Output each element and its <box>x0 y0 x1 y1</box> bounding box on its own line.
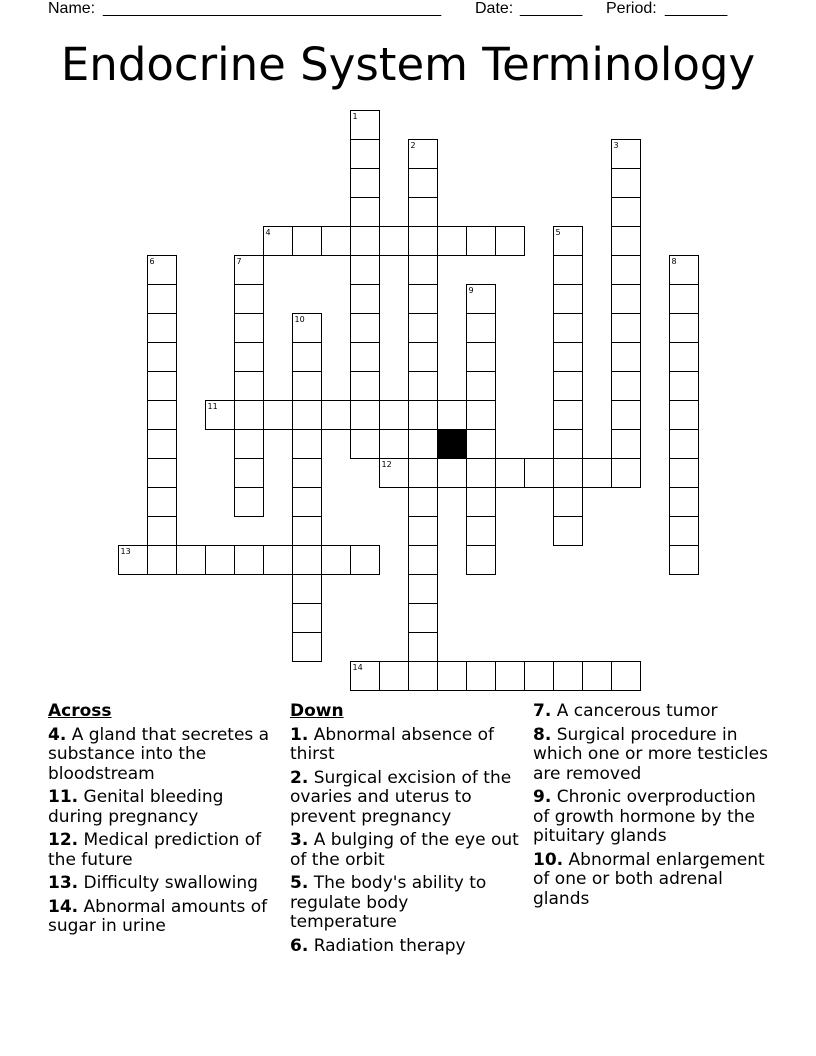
grid-cell[interactable] <box>293 517 322 546</box>
grid-cell[interactable] <box>409 198 438 227</box>
grid-cell[interactable] <box>351 285 380 314</box>
across-clues <box>48 702 278 941</box>
clue-item <box>533 702 773 722</box>
clue-number-label: 2. <box>290 767 309 788</box>
grid-cell[interactable] <box>322 546 351 575</box>
name-blank[interactable]: ______________________________________ <box>103 0 442 17</box>
across-clue-list <box>48 726 278 937</box>
grid-cell[interactable] <box>148 285 177 314</box>
grid-cell[interactable] <box>670 314 699 343</box>
clue-number-label: 1. <box>290 724 309 745</box>
grid-cell[interactable] <box>409 285 438 314</box>
grid-cell[interactable] <box>612 227 641 256</box>
clue-text: A gland that secretes a substance into the bloodstream <box>48 724 270 784</box>
grid-cell[interactable] <box>409 372 438 401</box>
grid-cell[interactable] <box>293 372 322 401</box>
grid-cell[interactable] <box>206 546 235 575</box>
clue-number-label: 4. <box>48 724 67 745</box>
grid-cell[interactable] <box>380 227 409 256</box>
clue-number: 14 <box>352 663 363 672</box>
clue-text: Genital bleeding during pregnancy <box>48 787 224 827</box>
black-cell <box>438 430 467 459</box>
grid-cell[interactable] <box>293 459 322 488</box>
grid-cell[interactable] <box>554 488 583 517</box>
grid-cell[interactable] <box>525 662 554 691</box>
grid-cell[interactable] <box>554 430 583 459</box>
grid-cell[interactable] <box>293 430 322 459</box>
grid-cell[interactable] <box>612 169 641 198</box>
clue-text: Abnormal absence of thirst <box>290 724 494 764</box>
grid-cell[interactable] <box>293 401 322 430</box>
grid-cell[interactable] <box>235 343 264 372</box>
clue-number-label: 7. <box>533 701 552 721</box>
grid-cell[interactable] <box>148 430 177 459</box>
grid-cell[interactable] <box>554 256 583 285</box>
date-blank[interactable]: _______ <box>520 0 583 17</box>
grid-cell[interactable] <box>351 343 380 372</box>
grid-cell[interactable] <box>612 256 641 285</box>
grid-cell[interactable] <box>525 459 554 488</box>
grid-cell[interactable] <box>148 372 177 401</box>
clue-number-label: 5. <box>290 873 309 893</box>
clue-item <box>533 851 773 910</box>
grid-cell[interactable] <box>409 401 438 430</box>
clue-text: Medical prediction of the future <box>48 830 262 870</box>
grid-cell[interactable] <box>148 546 177 575</box>
grid-cell[interactable] <box>293 633 322 662</box>
grid-cell[interactable] <box>293 343 322 372</box>
grid-cell[interactable] <box>467 662 496 691</box>
grid-cell[interactable] <box>612 343 641 372</box>
clue-item <box>48 898 278 937</box>
grid-cell[interactable] <box>467 401 496 430</box>
clue-item <box>290 726 520 765</box>
clue-number: 10 <box>294 315 305 324</box>
grid-cell[interactable] <box>670 488 699 517</box>
grid-cell[interactable] <box>438 227 467 256</box>
clue-item <box>290 769 520 828</box>
clue-number-label: 9. <box>533 787 552 807</box>
grid-cell[interactable] <box>409 314 438 343</box>
grid-cell[interactable] <box>409 169 438 198</box>
grid-cell[interactable] <box>612 430 641 459</box>
grid-cell[interactable] <box>612 662 641 691</box>
grid-cell[interactable] <box>351 140 380 169</box>
grid-cell[interactable] <box>467 546 496 575</box>
grid-cell[interactable] <box>438 459 467 488</box>
grid-cell[interactable] <box>409 343 438 372</box>
clue-text: Abnormal enlargement of one or both adrenal glands <box>533 849 765 909</box>
grid-cell[interactable] <box>612 372 641 401</box>
clue-number-label: 12. <box>48 830 79 850</box>
grid-cell[interactable] <box>467 314 496 343</box>
clue-item <box>290 874 520 933</box>
grid-cell[interactable] <box>554 459 583 488</box>
grid-cell[interactable] <box>670 285 699 314</box>
grid-cell[interactable] <box>351 430 380 459</box>
across-heading: Across <box>48 701 112 721</box>
grid-cell[interactable] <box>351 372 380 401</box>
grid-cell[interactable] <box>670 401 699 430</box>
clue-item <box>48 831 278 870</box>
clue-text: The body's ability to regulate body temperature <box>290 873 487 932</box>
clue-number: 1 <box>352 112 358 121</box>
clue-number-label: 11. <box>48 787 79 807</box>
grid-cell[interactable] <box>409 575 438 604</box>
clue-text: Chronic overproduction of growth hormone by the pituitary glands <box>533 787 756 846</box>
grid-cell[interactable] <box>670 517 699 546</box>
grid-cell[interactable] <box>554 343 583 372</box>
period-blank[interactable]: _______ <box>665 0 728 17</box>
grid-cell[interactable] <box>467 372 496 401</box>
down-clue-list <box>290 726 520 957</box>
grid-cell[interactable] <box>235 488 264 517</box>
grid-cell[interactable] <box>351 198 380 227</box>
grid-cell[interactable] <box>409 546 438 575</box>
grid-cell[interactable] <box>351 401 380 430</box>
grid-cell[interactable] <box>235 546 264 575</box>
grid-cell[interactable] <box>351 546 380 575</box>
grid-cell[interactable] <box>351 169 380 198</box>
grid-cell[interactable] <box>148 401 177 430</box>
grid-cell[interactable] <box>351 256 380 285</box>
clue-number: 4 <box>265 228 271 237</box>
clue-number: 5 <box>555 228 561 237</box>
down-clue-list-continued <box>533 702 773 909</box>
grid-cell[interactable] <box>409 662 438 691</box>
clue-text: Surgical procedure in which one or more testicles are removed <box>533 724 768 784</box>
grid-cell[interactable] <box>351 227 380 256</box>
grid-cell[interactable] <box>235 285 264 314</box>
grid-cell[interactable] <box>583 459 612 488</box>
grid-cell[interactable] <box>554 285 583 314</box>
grid-cell[interactable] <box>467 343 496 372</box>
clue-number-label: 10. <box>533 849 564 870</box>
grid-cell[interactable] <box>438 662 467 691</box>
grid-cell[interactable] <box>235 401 264 430</box>
grid-cell[interactable] <box>670 430 699 459</box>
grid-cell[interactable] <box>467 488 496 517</box>
grid-cell[interactable] <box>148 343 177 372</box>
clue-number: 6 <box>149 257 155 266</box>
clue-item <box>48 874 278 894</box>
grid-cell[interactable] <box>612 459 641 488</box>
down-clues-continued <box>533 702 773 913</box>
period-label: Period: <box>606 0 657 17</box>
clue-text: Surgical excision of the ovaries and uterus to prevent pregnancy <box>290 767 512 827</box>
grid-cell[interactable] <box>264 546 293 575</box>
grid-cell[interactable] <box>612 314 641 343</box>
grid-cell[interactable] <box>409 488 438 517</box>
grid-cell[interactable] <box>148 517 177 546</box>
grid-cell[interactable] <box>293 575 322 604</box>
clue-item <box>290 937 520 957</box>
page-title: Endocrine System Terminology <box>60 38 756 91</box>
grid-cell[interactable] <box>409 430 438 459</box>
grid-cell[interactable] <box>235 459 264 488</box>
grid-cell[interactable] <box>670 343 699 372</box>
clue-item <box>290 831 520 870</box>
clue-text: Abnormal amounts of sugar in urine <box>48 896 268 936</box>
grid-cell[interactable] <box>148 314 177 343</box>
clue-item <box>533 726 773 785</box>
clue-number: 13 <box>120 547 131 556</box>
grid-cell[interactable] <box>554 517 583 546</box>
clue-text: A bulging of the eye out of the orbit <box>290 830 519 870</box>
grid-cell[interactable] <box>293 546 322 575</box>
grid-cell[interactable] <box>351 314 380 343</box>
grid-cell[interactable] <box>380 662 409 691</box>
clue-number-label: 14. <box>48 896 79 917</box>
grid-cell[interactable] <box>380 401 409 430</box>
clue-number: 8 <box>671 257 677 266</box>
clue-number-label: 3. <box>290 830 309 850</box>
grid-cell[interactable] <box>409 517 438 546</box>
grid-cell[interactable] <box>670 372 699 401</box>
grid-cell[interactable] <box>670 459 699 488</box>
clue-number: 3 <box>613 141 619 150</box>
grid-cell[interactable] <box>293 604 322 633</box>
grid-cell[interactable] <box>554 662 583 691</box>
grid-cell[interactable] <box>235 372 264 401</box>
grid-cell[interactable] <box>496 227 525 256</box>
grid-cell[interactable] <box>235 430 264 459</box>
clue-number-label: 6. <box>290 935 309 956</box>
grid-cell[interactable] <box>496 662 525 691</box>
grid-cell[interactable] <box>264 401 293 430</box>
grid-cell[interactable] <box>612 285 641 314</box>
grid-cell[interactable] <box>467 227 496 256</box>
grid-cell[interactable] <box>409 227 438 256</box>
clue-number-label: 13. <box>48 873 79 893</box>
grid-cell[interactable] <box>322 227 351 256</box>
grid-cell[interactable] <box>496 459 525 488</box>
grid-cell[interactable] <box>148 459 177 488</box>
grid-cell[interactable] <box>293 227 322 256</box>
grid-cell[interactable] <box>554 314 583 343</box>
clue-item <box>533 788 773 847</box>
grid-cell[interactable] <box>235 314 264 343</box>
grid-cell[interactable] <box>612 401 641 430</box>
grid-cell[interactable] <box>467 459 496 488</box>
grid-cell[interactable] <box>554 372 583 401</box>
grid-cell[interactable] <box>554 401 583 430</box>
grid-cell[interactable] <box>409 633 438 662</box>
clue-number: 7 <box>236 257 242 266</box>
clue-number: 9 <box>468 286 474 295</box>
grid-cell[interactable] <box>467 430 496 459</box>
grid-cell[interactable] <box>409 256 438 285</box>
date-label: Date: <box>475 0 514 17</box>
grid-cell[interactable] <box>670 546 699 575</box>
down-heading: Down <box>290 701 344 721</box>
clue-item <box>48 788 278 827</box>
grid-cell[interactable] <box>583 662 612 691</box>
grid-cell[interactable] <box>612 198 641 227</box>
grid-cell[interactable] <box>177 546 206 575</box>
grid-cell[interactable] <box>293 488 322 517</box>
clue-number: 2 <box>410 141 416 150</box>
clue-number: 11 <box>207 402 218 411</box>
down-clues <box>290 702 520 960</box>
grid-cell[interactable] <box>467 517 496 546</box>
clue-number: 12 <box>381 460 392 469</box>
grid-cell[interactable] <box>409 459 438 488</box>
grid-cell[interactable] <box>322 401 351 430</box>
clue-number-label: 8. <box>533 724 552 745</box>
grid-cell[interactable] <box>148 488 177 517</box>
grid-cell[interactable] <box>409 604 438 633</box>
clue-text: Difficulty swallowing <box>78 873 258 893</box>
grid-cell[interactable] <box>438 401 467 430</box>
clue-text: A cancerous tumor <box>551 701 718 721</box>
clue-item <box>48 726 278 785</box>
clue-text: Radiation therapy <box>308 935 466 956</box>
name-label: Name: <box>48 0 96 17</box>
